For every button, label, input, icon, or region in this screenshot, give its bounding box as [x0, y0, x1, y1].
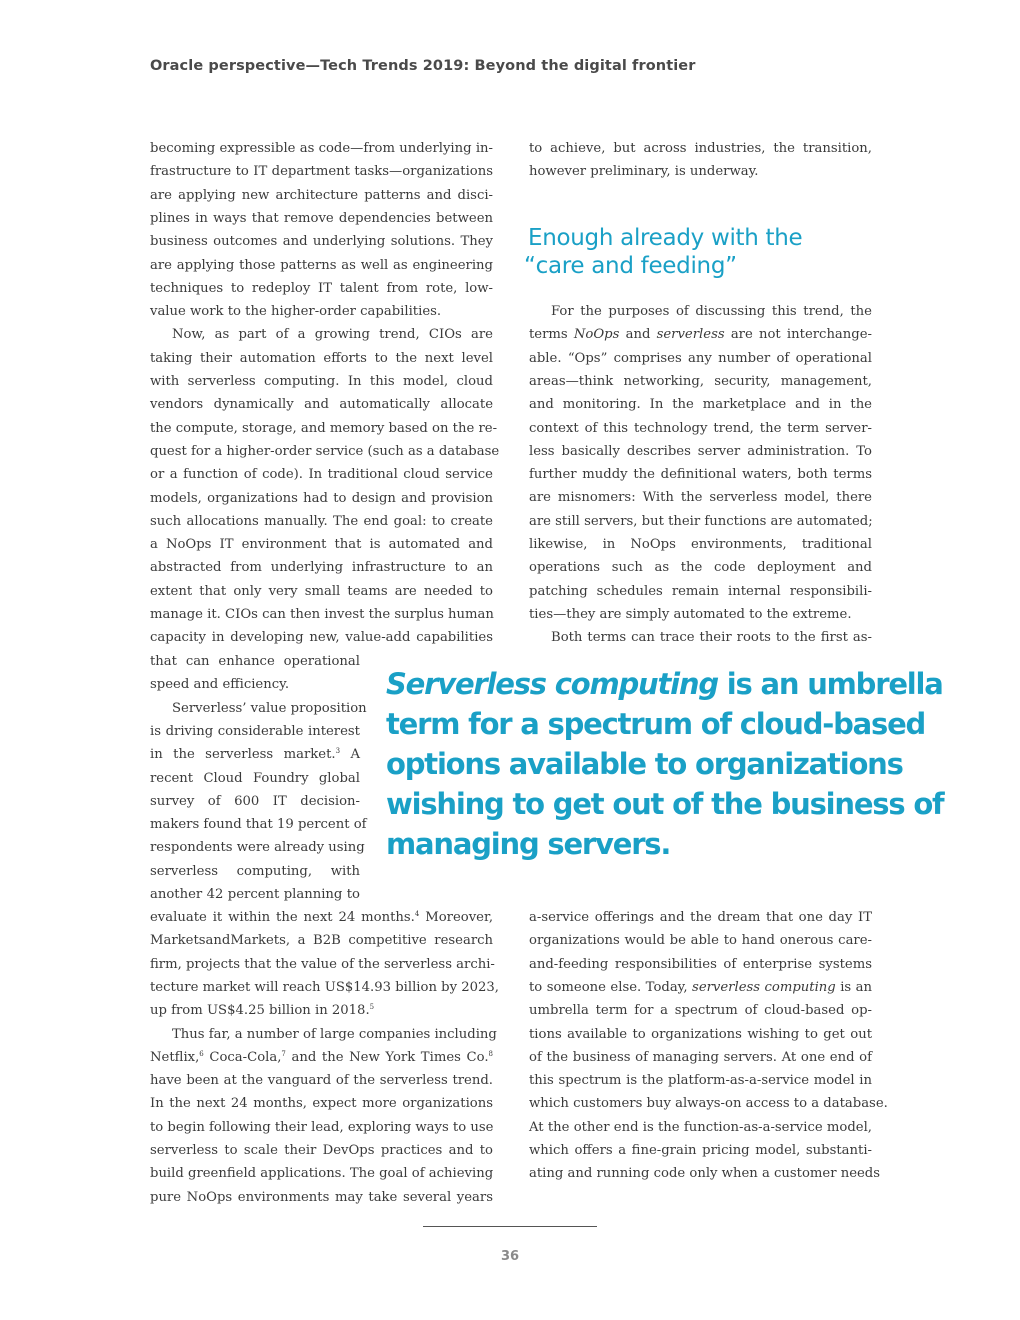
text-segment: For the purposes of discussing this trend, the — [551, 304, 872, 319]
text-segment: extent that only very small teams are needed to — [150, 583, 493, 599]
text-segment: that can enhance operational — [150, 654, 360, 669]
footnote-ref: 6 — [199, 1049, 204, 1058]
text-segment: value work to the higher-order capabilities. — [150, 304, 442, 320]
text-segment: with serverless computing. In this model, cloud — [150, 374, 493, 389]
text-segment: makers found that 19 percent of — [150, 817, 367, 833]
text-line — [150, 137, 493, 160]
text-line — [529, 370, 872, 393]
text-segment: vendors dynamically and automatically allocate — [150, 397, 493, 413]
text-segment: recent Cloud Foundry global — [150, 770, 360, 786]
text-segment: ties—they are simply automated to the extreme. — [529, 606, 852, 622]
text-line — [150, 999, 493, 1022]
text-segment: evaluate it within the next 24 months. — [150, 910, 415, 925]
footer-rule — [423, 1226, 597, 1227]
text-segment: speed and efficiency. — [150, 677, 290, 693]
footnote-ref: 8 — [488, 1049, 493, 1058]
text-line — [150, 976, 499, 999]
text-line — [529, 1139, 872, 1162]
text-line — [150, 790, 360, 813]
pull-quote-line-5: managing servers. — [386, 827, 671, 861]
text-line — [150, 650, 360, 673]
text-segment: firm, projects that the value of the serverless archi- — [150, 956, 495, 972]
text-line — [150, 510, 493, 533]
text-segment: tecture market will reach US$14.93 billion by 2023, — [150, 979, 499, 995]
text-line — [150, 673, 360, 696]
text-segment: techniques to redeploy IT talent from rote, low- — [150, 280, 493, 296]
pull-quote-line-2: term for a spectrum of cloud-based — [386, 707, 926, 741]
text-segment: Both terms can trace their roots to the first as- — [551, 630, 872, 646]
text-line — [150, 393, 493, 416]
emphasis: NoOps — [573, 327, 620, 343]
text-line — [150, 813, 367, 836]
text-line — [150, 1046, 493, 1069]
text-line — [150, 860, 360, 883]
text-segment: Moreover, — [419, 910, 494, 925]
text-segment: a NoOps IT environment that is automated and — [150, 537, 493, 553]
text-segment: up from US$4.25 billion in 2018. — [150, 1003, 370, 1019]
section-heading — [524, 224, 884, 280]
text-line — [529, 1023, 872, 1046]
footnote-ref: 3 — [335, 747, 341, 756]
text-segment: ating and running code only when a customer needs — [529, 1166, 881, 1182]
text-segment: At the other end is the function-as-a-service model, — [529, 1119, 872, 1135]
pull-quote — [386, 664, 944, 864]
text-segment: serverless to scale their DevOps practices and to — [150, 1143, 493, 1158]
text-segment: have been at the vanguard of the serverless trend. — [150, 1073, 493, 1089]
text-segment: Now, as part of a growing trend, CIOs are — [172, 327, 493, 343]
text-line — [529, 976, 872, 999]
text-line — [150, 1116, 493, 1139]
text-line — [529, 603, 872, 626]
text-segment: build greenfield applications. The goal of achieving — [150, 1166, 494, 1182]
text-line — [150, 207, 493, 230]
pull-quote-emphasis: Serverless computing — [386, 667, 718, 701]
text-segment: Serverless’ value proposition — [172, 700, 367, 716]
text-segment: is an — [835, 979, 873, 995]
text-line — [172, 697, 367, 720]
text-line — [529, 953, 872, 976]
section-heading-line-2: “care and feeding” — [524, 253, 737, 279]
text-line — [150, 836, 365, 859]
text-segment: to achieve, but across industries, the transition, — [529, 141, 872, 156]
text-segment: capacity in developing new, value-add capabilities — [150, 630, 493, 646]
text-line — [529, 906, 872, 929]
emphasis: serverless computing — [692, 979, 836, 995]
pull-quote-line-4: wishing to get out of the business of — [386, 787, 944, 821]
text-segment: business outcomes and underlying solutions. They — [150, 234, 493, 250]
text-line — [150, 906, 493, 929]
text-line — [529, 417, 872, 440]
text-line — [150, 370, 493, 393]
text-line — [529, 137, 872, 160]
text-line — [172, 323, 493, 346]
text-segment: in the serverless market. — [150, 747, 336, 763]
text-segment: frastructure to IT department tasks—organizations — [150, 164, 493, 180]
text-line — [150, 160, 493, 183]
text-segment: tions available to organizations wishing to get out — [529, 1026, 872, 1042]
text-segment: of the business of managing servers. At one end of — [529, 1049, 872, 1065]
text-segment: another 42 percent planning to — [150, 887, 360, 902]
text-line — [529, 929, 872, 952]
text-segment: further muddy the definitional waters, both terms — [529, 467, 872, 483]
text-line — [150, 184, 493, 207]
text-line — [150, 883, 360, 906]
text-line — [150, 230, 493, 253]
text-line — [150, 277, 493, 300]
text-segment: such allocations manually. The end goal: to create — [150, 513, 493, 529]
text-line — [150, 347, 493, 370]
pull-quote-line-1 — [386, 664, 943, 704]
text-segment: quest for a higher-order service (such as a database — [150, 443, 500, 459]
text-line — [551, 300, 872, 323]
text-line — [150, 1069, 493, 1092]
running-head: Oracle perspective—Tech Trends 2019: Beyond the digital frontier — [150, 58, 696, 74]
text-line — [529, 580, 872, 603]
text-line — [172, 1023, 497, 1046]
text-segment: and monitoring. In the marketplace and in the — [529, 397, 872, 413]
text-line — [150, 1139, 493, 1162]
text-line — [150, 743, 360, 766]
text-segment: able. “Ops” comprises any number of operational — [529, 350, 872, 366]
text-line — [150, 463, 493, 486]
text-line — [529, 1069, 872, 1092]
text-segment: which customers buy always-on access to a database. — [529, 1096, 888, 1112]
text-segment: Netflix, — [150, 1049, 200, 1065]
text-segment: respondents were already using — [150, 840, 365, 856]
text-segment: the compute, storage, and memory based on the re- — [150, 420, 498, 436]
text-line — [529, 463, 872, 486]
footnote-ref: 7 — [281, 1049, 286, 1058]
text-segment: operations such as the code deployment and — [529, 560, 872, 576]
text-line — [529, 160, 872, 183]
text-line — [529, 393, 872, 416]
text-segment: are applying new architecture patterns and disci- — [150, 187, 493, 203]
text-line — [150, 580, 493, 603]
text-segment: to someone else. Today, — [529, 979, 693, 995]
text-segment: manage it. CIOs can then invest the surplus human — [150, 607, 494, 622]
text-segment: plines in ways that remove dependencies between — [150, 210, 493, 226]
text-line — [150, 300, 493, 323]
text-segment: organizations would be able to hand onerous care- — [529, 933, 872, 949]
text-segment: likewise, in NoOps environments, traditional — [529, 537, 872, 552]
text-segment: A — [340, 747, 360, 763]
text-line — [529, 533, 872, 556]
text-line — [150, 254, 493, 277]
text-segment: and — [619, 327, 657, 343]
text-segment: becoming expressible as code—from underlying in- — [150, 141, 493, 156]
text-segment: is driving considerable interest — [150, 723, 360, 739]
text-segment: terms — [529, 327, 574, 343]
text-line — [150, 1092, 493, 1115]
text-segment: to begin following their lead, exploring ways to use — [150, 1119, 494, 1135]
text-segment: this spectrum is the platform-as-a-service model in — [529, 1073, 872, 1089]
text-line — [150, 533, 493, 556]
text-line — [529, 510, 872, 533]
text-line — [529, 1162, 881, 1185]
text-line — [150, 720, 360, 743]
page-number: 36 — [500, 1249, 520, 1264]
text-segment: models, organizations had to design and provision — [150, 490, 493, 506]
text-segment: however preliminary, is underway. — [529, 164, 759, 180]
text-segment: abstracted from underlying infrastructure to an — [150, 560, 493, 576]
text-segment: umbrella term for a spectrum of cloud-based op- — [529, 1003, 872, 1019]
text-line — [150, 767, 360, 790]
text-segment: serverless computing, with — [150, 863, 360, 879]
text-segment: survey of 600 IT decision- — [150, 793, 360, 809]
text-line — [150, 487, 493, 510]
text-segment: are not interchange- — [724, 327, 872, 343]
text-segment: are misnomers: With the serverless model, there — [529, 490, 872, 506]
text-line — [150, 1162, 493, 1185]
text-segment: and-feeding responsibilities of enterprise systems — [529, 956, 872, 972]
text-segment: context of this technology trend, the term server- — [529, 420, 872, 436]
text-line — [529, 440, 872, 463]
text-line — [150, 929, 493, 952]
text-segment: are applying those patterns as well as engineering — [150, 257, 493, 273]
footnote-ref: 5 — [369, 1003, 375, 1012]
text-segment: patching schedules remain internal responsibili- — [529, 583, 872, 599]
text-line — [150, 603, 493, 626]
text-segment: areas—think networking, security, management, — [529, 373, 872, 389]
text-line — [150, 440, 500, 463]
text-line — [529, 323, 872, 346]
text-segment: pure NoOps environments may take several years — [150, 1189, 493, 1205]
text-segment: a-service offerings and the dream that one day IT — [529, 910, 872, 925]
emphasis: serverless — [656, 327, 725, 343]
text-line — [529, 1116, 872, 1139]
text-segment: or a function of code). In traditional cloud service — [150, 467, 493, 483]
text-segment: Thus far, a number of large companies including — [172, 1026, 497, 1042]
text-segment: and the New York Times Co. — [285, 1049, 489, 1065]
footnote-ref: 4 — [414, 910, 420, 918]
text-line — [529, 556, 872, 579]
pull-quote-line-1-rest: is an umbrella — [717, 667, 943, 701]
text-line — [529, 1046, 872, 1069]
text-segment: are still servers, but their functions are automated; — [529, 513, 873, 529]
text-segment: MarketsandMarkets, a B2B competitive research — [150, 933, 493, 949]
text-line — [529, 486, 872, 509]
text-segment: which offers a fine-grain pricing model, substanti- — [529, 1143, 872, 1158]
text-line — [150, 1186, 493, 1209]
text-segment: In the next 24 months, expect more organizations — [150, 1096, 493, 1112]
text-line — [529, 1092, 888, 1115]
section-heading-line-1: Enough already with the — [528, 225, 803, 251]
text-segment: less basically describes server administration. To — [529, 443, 872, 459]
text-segment: taking their automation efforts to the next level — [150, 350, 493, 366]
text-line — [150, 556, 493, 579]
text-line — [529, 999, 872, 1022]
pull-quote-line-3: options available to organizations — [386, 747, 903, 781]
text-line — [529, 347, 872, 370]
text-line — [150, 953, 493, 976]
text-segment: Coca-Cola, — [203, 1049, 282, 1065]
text-line — [150, 626, 493, 649]
text-line — [551, 626, 872, 649]
text-line — [150, 417, 498, 440]
